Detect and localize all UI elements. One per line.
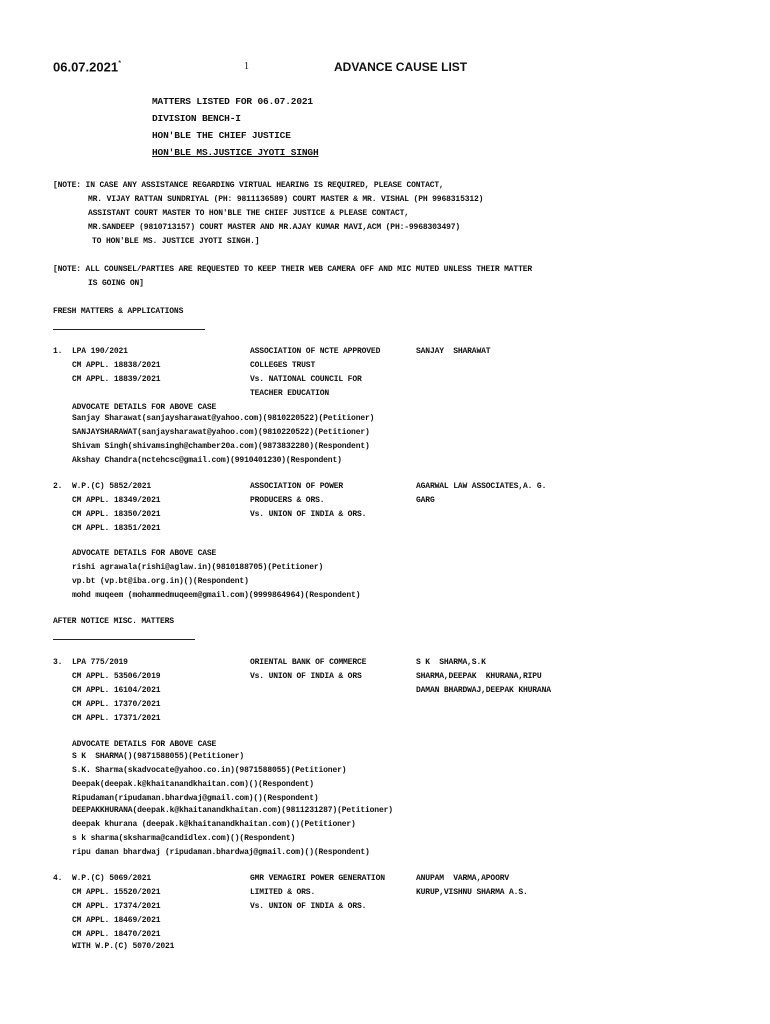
advocate-heading: ADVOCATE DETAILS FOR ABOVE CASE bbox=[72, 549, 217, 558]
case-party: LIMITED & ORS. bbox=[250, 888, 316, 897]
advocate-entry: Shivam Singh(shivamsingh@chamber20a.com)(9873832280)(Respondent) bbox=[72, 442, 370, 451]
case-matter: CM APPL. 18349/2021 bbox=[72, 496, 161, 505]
note-line: IS GOING ON] bbox=[88, 279, 144, 288]
advocate-entry: Sanjay Sharawat(sanjaysharawat@yahoo.com)(9810220522)(Petitioner) bbox=[72, 414, 375, 423]
case-counsel: SHARMA,DEEPAK KHURANA,RIPU bbox=[416, 672, 542, 681]
case-party: Vs. UNION OF INDIA & ORS. bbox=[250, 902, 367, 911]
case-matter: CM APPL. 18350/2021 bbox=[72, 510, 161, 519]
case-counsel: KURUP,VISHNU SHARMA A.S. bbox=[416, 888, 528, 897]
case-counsel: SANJAY SHARAWAT bbox=[416, 347, 491, 356]
case-matter: CM APPL. 17374/2021 bbox=[72, 902, 161, 911]
case-matter: CM APPL. 18351/2021 bbox=[72, 524, 161, 533]
listing-date: MATTERS LISTED FOR 06.07.2021 bbox=[152, 96, 313, 107]
advocate-entry: S.K. Sharma(skadvocate@yahoo.co.in)(9871588055)(Petitioner) bbox=[72, 766, 347, 775]
advocate-entry: ripu daman bhardwaj (ripudaman.bhardwaj@gmail.com)()(Respondent) bbox=[72, 848, 370, 857]
case-matter: CM APPL. 53506/2019 bbox=[72, 672, 161, 681]
advocate-entry: s k sharma(sksharma@candidlex.com)()(Respondent) bbox=[72, 834, 296, 843]
advocate-entry: SANJAYSHARAWAT(sanjaysharawat@yahoo.com)(9810220522)(Petitioner) bbox=[72, 428, 370, 437]
case-number: 3. bbox=[53, 658, 63, 667]
date-asterisk: * bbox=[118, 59, 122, 68]
case-party: PRODUCERS & ORS. bbox=[250, 496, 325, 505]
case-counsel: S K SHARMA,S.K bbox=[416, 658, 486, 667]
note-line: TO HON'BLE MS. JUSTICE JYOTI SINGH.] bbox=[92, 237, 260, 246]
case-counsel: ANUPAM VARMA,APOORV bbox=[416, 874, 510, 883]
advocate-entry: mohd muqeem (mohammedmuqeem@gmail.com)(9999864964)(Respondent) bbox=[72, 591, 361, 600]
case-party: COLLEGES TRUST bbox=[250, 361, 316, 370]
case-matter: CM APPL. 17370/2021 bbox=[72, 700, 161, 709]
advocate-entry: Akshay Chandra(nctehcsc@gmail.com)(9910401230)(Respondent) bbox=[72, 456, 342, 465]
case-counsel: DAMAN BHARDWAJ,DEEPAK KHURANA bbox=[416, 686, 551, 695]
advocate-heading: ADVOCATE DETAILS FOR ABOVE CASE bbox=[72, 403, 217, 412]
case-party: Vs. UNION OF INDIA & ORS. bbox=[250, 510, 367, 519]
advocate-entry: Ripudaman(ripudaman.bhardwaj@gmail.com)()(Respondent) bbox=[72, 794, 319, 803]
case-matter: WITH W.P.(C) 5070/2021 bbox=[72, 942, 175, 951]
note-line: MR. VIJAY RATTAN SUNDRIYAL (PH: 9811136589) COURT MASTER & MR. VISHAL (PH 9968315312) bbox=[88, 195, 484, 204]
case-matter: W.P.(C) 5852/2021 bbox=[72, 482, 152, 491]
case-matter: CM APPL. 18838/2021 bbox=[72, 361, 161, 370]
case-party: Vs. UNION OF INDIA & ORS bbox=[250, 672, 362, 681]
note-line: [NOTE: IN CASE ANY ASSISTANCE REGARDING VIRTUAL HEARING IS REQUIRED, PLEASE CONTACT, bbox=[53, 181, 444, 190]
case-number: 1. bbox=[53, 347, 63, 356]
page-title: ADVANCE CAUSE LIST bbox=[334, 60, 468, 74]
case-party: Vs. NATIONAL COUNCIL FOR bbox=[250, 375, 362, 384]
section-rule bbox=[53, 329, 205, 330]
judge-2: HON'BLE MS.JUSTICE JYOTI SINGH bbox=[152, 147, 319, 158]
case-matter: W.P.(C) 5069/2021 bbox=[72, 874, 152, 883]
case-matter: CM APPL. 16104/2021 bbox=[72, 686, 161, 695]
note-line: ASSISTANT COURT MASTER TO HON'BLE THE CHIEF JUSTICE & PLEASE CONTACT, bbox=[88, 209, 409, 218]
case-party: ASSOCIATION OF NCTE APPROVED bbox=[250, 347, 381, 356]
case-counsel: AGARWAL LAW ASSOCIATES,A. G. bbox=[416, 482, 547, 491]
judge-1: HON'BLE THE CHIEF JUSTICE bbox=[152, 130, 291, 141]
advocate-entry: DEEPAKKHURANA(deepak.k@khaitanandkhaitan.com)(9811231287)(Petitioner) bbox=[72, 806, 393, 815]
case-matter: CM APPL. 17371/2021 bbox=[72, 714, 161, 723]
advocate-entry: rishi agrawala(rishi@aglaw.in)(9810188705)(Petitioner) bbox=[72, 563, 324, 572]
section-rule bbox=[53, 639, 195, 640]
note-line: [NOTE: ALL COUNSEL/PARTIES ARE REQUESTED TO KEEP THEIR WEB CAMERA OFF AND MIC MUTED UNLESS THEIR MATTER bbox=[53, 265, 533, 274]
section-heading-fresh: FRESH MATTERS & APPLICATIONS bbox=[53, 307, 184, 316]
case-matter: CM APPL. 18839/2021 bbox=[72, 375, 161, 384]
case-counsel: GARG bbox=[416, 496, 435, 505]
bench-name: DIVISION BENCH-I bbox=[152, 113, 241, 124]
note-line: MR.SANDEEP (9810713157) COURT MASTER AND MR.AJAY KUMAR MAVI,ACM (PH:-9968303497) bbox=[88, 223, 461, 232]
section-heading-after-notice: AFTER NOTICE MISC. MATTERS bbox=[53, 617, 174, 626]
list-date: 06.07.2021* bbox=[53, 59, 122, 75]
case-party: ASSOCIATION OF POWER bbox=[250, 482, 344, 491]
case-number: 2. bbox=[53, 482, 63, 491]
case-number: 4. bbox=[53, 874, 63, 883]
advocate-entry: S K SHARMA()(9871588055)(Petitioner) bbox=[72, 752, 245, 761]
case-matter: CM APPL. 18469/2021 bbox=[72, 916, 161, 925]
advocate-entry: vp.bt (vp.bt@iba.org.in)()(Respondent) bbox=[72, 577, 249, 586]
page-number: 1 bbox=[244, 61, 249, 72]
case-party: TEACHER EDUCATION bbox=[250, 389, 330, 398]
advocate-entry: Deepak(deepak.k@khaitanandkhaitan.com)()(Respondent) bbox=[72, 780, 314, 789]
case-matter: CM APPL. 18470/2021 bbox=[72, 930, 161, 939]
case-matter: CM APPL. 15520/2021 bbox=[72, 888, 161, 897]
case-matter: LPA 775/2019 bbox=[72, 658, 128, 667]
advocate-entry: deepak khurana (deepak.k@khaitanandkhaitan.com)()(Petitioner) bbox=[72, 820, 356, 829]
case-party: GMR VEMAGIRI POWER GENERATION bbox=[250, 874, 385, 883]
case-matter: LPA 190/2021 bbox=[72, 347, 128, 356]
case-party: ORIENTAL BANK OF COMMERCE bbox=[250, 658, 367, 667]
advocate-heading: ADVOCATE DETAILS FOR ABOVE CASE bbox=[72, 740, 217, 749]
